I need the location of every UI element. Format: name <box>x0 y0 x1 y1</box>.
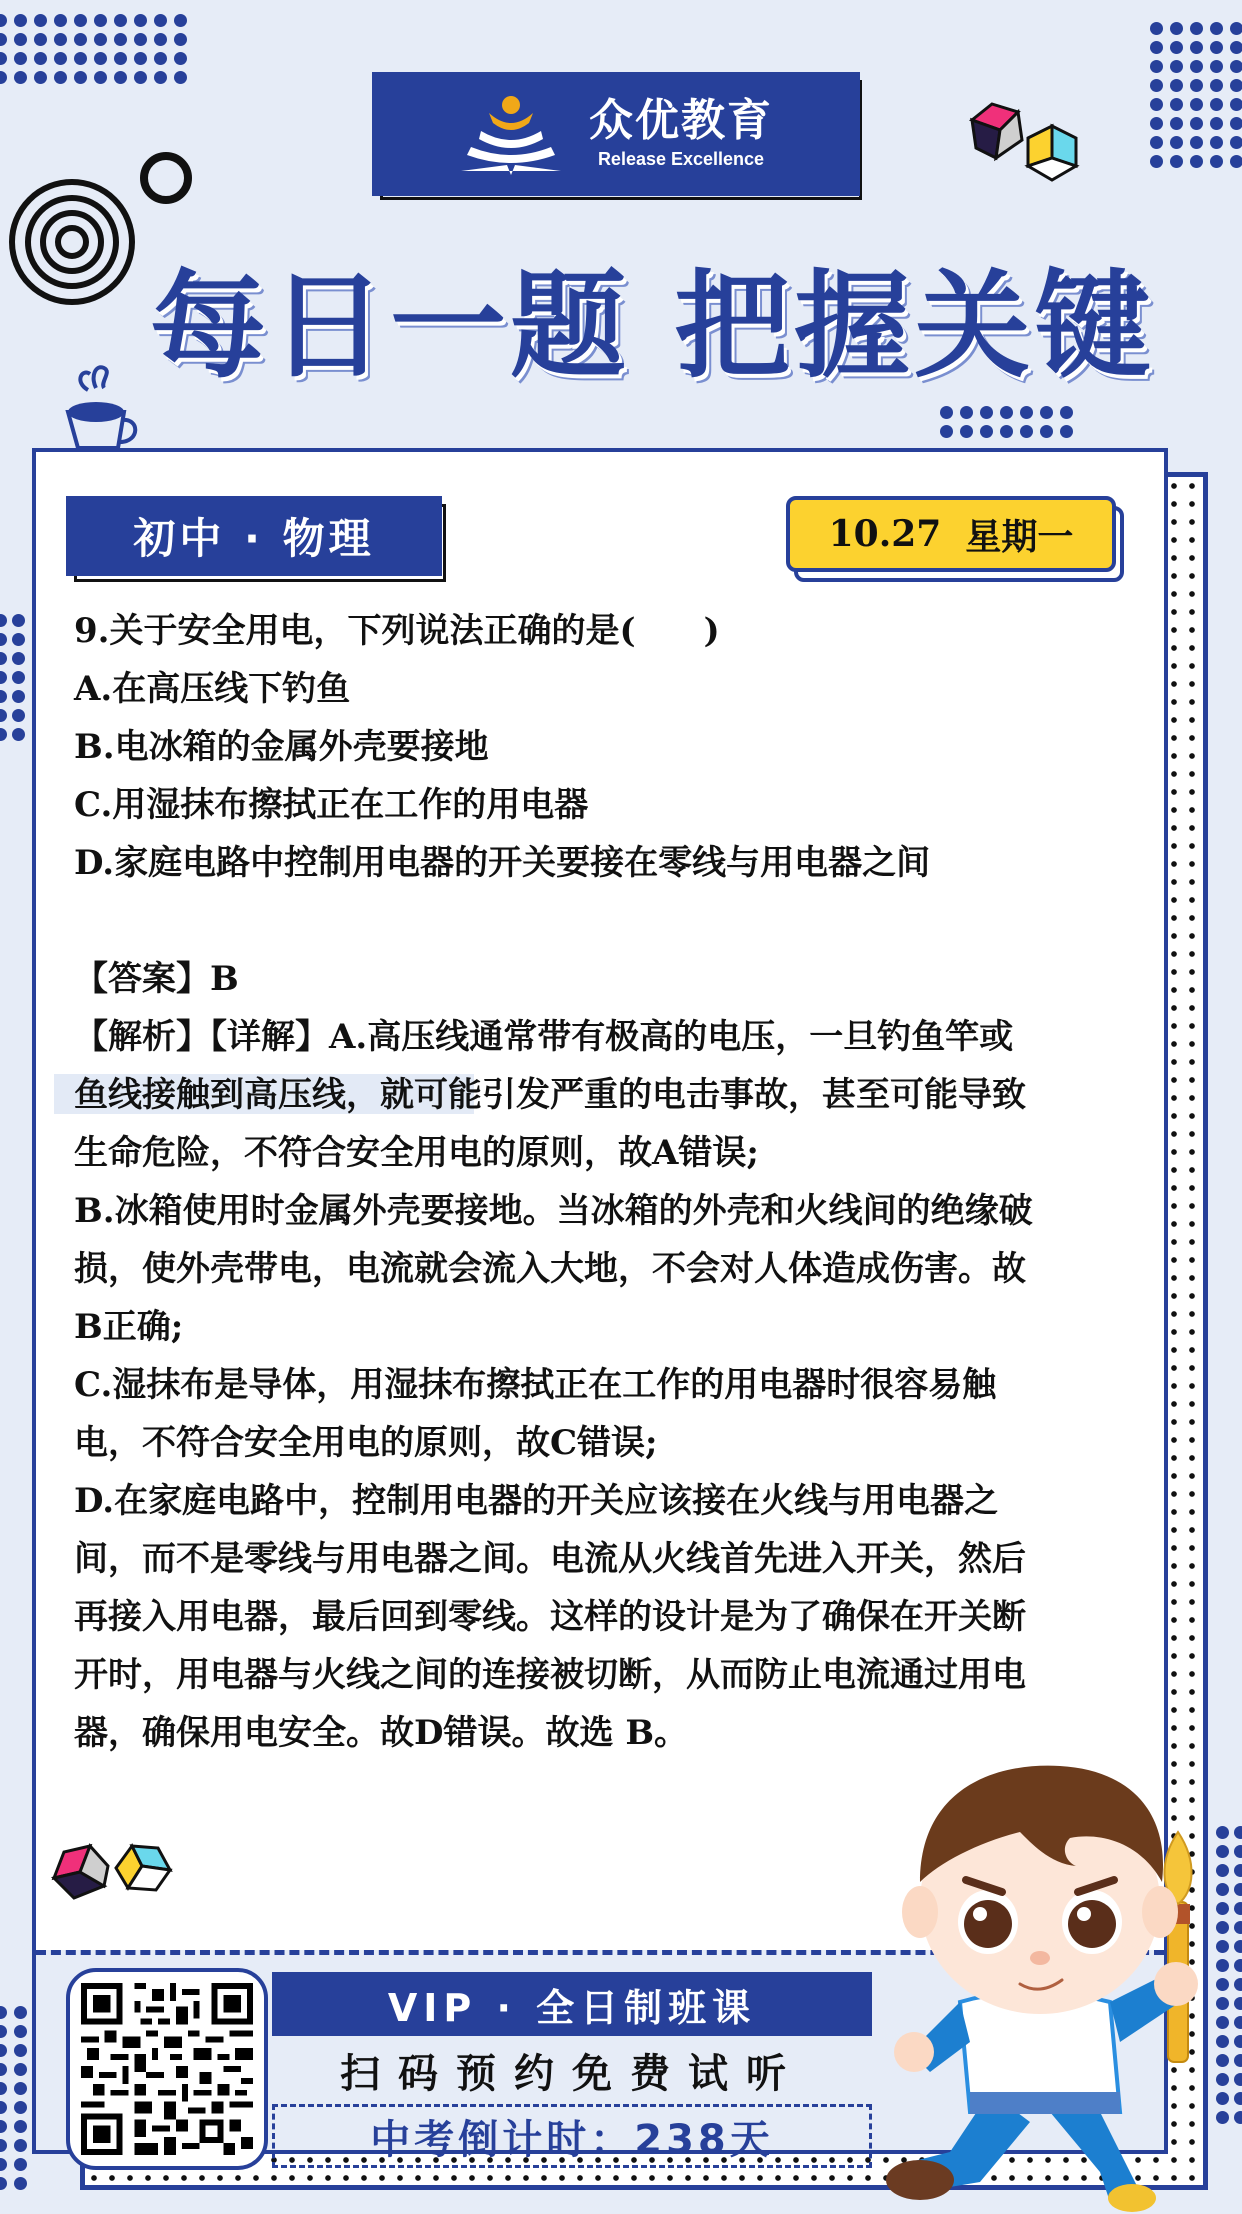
decor-dot <box>1230 41 1242 54</box>
analysis-line: 间，而不是零线与用电器之间。电流从火线首先进入开关，然后 <box>74 1539 1026 1579</box>
decor-dot <box>114 14 127 27</box>
isometric-cubes-icon <box>968 100 1088 190</box>
decor-dot <box>1234 1978 1242 1991</box>
brand-name-cn: 众优教育 <box>589 94 773 146</box>
decor-dot <box>0 652 7 665</box>
decor-dot <box>1210 98 1223 111</box>
brand-name-en: Release Excellence <box>597 148 765 169</box>
decor-dot <box>1216 1826 1229 1839</box>
decor-dot <box>174 33 187 46</box>
decor-dot <box>1210 117 1223 130</box>
decor-dot <box>94 33 107 46</box>
answer-label: 【答案】B <box>74 959 239 999</box>
qr-code-icon <box>81 1983 253 2155</box>
decor-dot <box>14 2006 27 2019</box>
decor-dots-left-mid <box>0 614 30 741</box>
decor-dot <box>74 52 87 65</box>
decor-dot <box>1150 79 1163 92</box>
decor-dot <box>114 33 127 46</box>
decor-dot <box>1216 1845 1229 1858</box>
decor-dot <box>14 2063 27 2076</box>
decor-dot <box>0 52 7 65</box>
decor-dot <box>1230 22 1242 35</box>
decor-dot <box>0 709 7 722</box>
decor-dot <box>0 14 7 27</box>
decor-dot <box>94 71 107 84</box>
decor-dot <box>1020 406 1033 419</box>
decor-dot <box>14 52 27 65</box>
decor-dot <box>1234 2054 1242 2067</box>
analysis-line: 【解析】【详解】A.高压线通常带有极高的电压，一旦钓鱼竿或 <box>74 1017 1014 1057</box>
page-headline: 每日一题 把握关键 <box>150 259 1155 394</box>
analysis-line: 电，不符合安全用电的原则，故C错误; <box>74 1423 658 1463</box>
analysis-line: 开时，用电器与火线之间的连接被切断，从而防止电流通过用电 <box>74 1655 1026 1695</box>
decor-dot <box>1190 22 1203 35</box>
decor-dot <box>0 33 7 46</box>
decor-dot <box>54 33 67 46</box>
decor-dot <box>34 14 47 27</box>
decor-dot <box>34 33 47 46</box>
decor-dot <box>1170 136 1183 149</box>
decor-dot <box>1000 425 1013 438</box>
decor-dot <box>1150 41 1163 54</box>
decor-dot <box>1234 1959 1242 1972</box>
decor-dot <box>1216 2111 1229 2124</box>
decor-dot <box>1190 98 1203 111</box>
analysis-block <box>74 1008 1134 1762</box>
decor-dot <box>14 2158 27 2171</box>
decor-dot <box>34 52 47 65</box>
decor-dot <box>1170 98 1183 111</box>
decor-dot <box>1190 117 1203 130</box>
decor-dot <box>94 52 107 65</box>
decor-dot <box>0 71 7 84</box>
decor-dot <box>1216 1978 1229 1991</box>
decor-dot <box>1230 136 1242 149</box>
decor-dot <box>0 2006 7 2019</box>
decor-dot <box>1216 1997 1229 2010</box>
decor-dots-under-title <box>940 406 1080 438</box>
decor-dot <box>114 71 127 84</box>
decor-dot <box>0 728 7 741</box>
analysis-line: 生命危险，不符合安全用电的原则，故A错误; <box>74 1133 759 1173</box>
decor-dot <box>1216 2054 1229 2067</box>
decor-dot <box>1210 136 1223 149</box>
decor-dot <box>74 71 87 84</box>
decor-dot <box>54 14 67 27</box>
decor-dot <box>1234 2073 1242 2086</box>
decor-dot <box>0 2177 7 2190</box>
decor-dot <box>0 2025 7 2038</box>
decor-dot <box>1216 1883 1229 1896</box>
decor-dot <box>154 14 167 27</box>
decor-dots-left-bottom <box>0 2006 34 2190</box>
decor-dot <box>1234 1940 1242 1953</box>
decor-dot <box>1234 1826 1242 1839</box>
decor-dot <box>1040 406 1053 419</box>
decor-dot <box>12 614 25 627</box>
decor-dot <box>12 671 25 684</box>
decor-dot <box>54 52 67 65</box>
decor-dot <box>134 33 147 46</box>
decor-dot <box>1150 136 1163 149</box>
brand-logo <box>372 72 860 196</box>
decor-dot <box>0 2139 7 2152</box>
decor-dot <box>1210 155 1223 168</box>
decor-dot <box>0 633 7 646</box>
decor-dot <box>1170 60 1183 73</box>
decor-dot <box>134 71 147 84</box>
decor-dot <box>14 2082 27 2095</box>
decor-dot <box>154 71 167 84</box>
decor-dot <box>1234 1997 1242 2010</box>
question-content <box>74 602 1134 1762</box>
decor-dot <box>14 71 27 84</box>
decor-dot <box>1230 60 1242 73</box>
date-tag <box>786 496 1116 572</box>
decor-dot <box>14 2044 27 2057</box>
decor-dot <box>1216 1921 1229 1934</box>
decor-dot <box>1150 117 1163 130</box>
decor-dot <box>174 71 187 84</box>
option-d: D.家庭电路中控制用电器的开关要接在零线与用电器之间 <box>74 843 931 883</box>
decor-dot <box>14 14 27 27</box>
decor-dot <box>1040 425 1053 438</box>
book-sunrise-logo-icon <box>459 91 569 177</box>
decor-dots-right-bottom <box>1216 1826 1242 2124</box>
decor-dot <box>940 406 953 419</box>
decor-dot <box>34 71 47 84</box>
decor-dot <box>12 690 25 703</box>
decor-dot <box>1190 41 1203 54</box>
decor-dot <box>1234 2035 1242 2048</box>
analysis-line: 器，确保用电安全。故D错误。故选 B。 <box>74 1713 689 1753</box>
decor-dot <box>14 2177 27 2190</box>
decor-dot <box>1170 155 1183 168</box>
decor-dot <box>1230 98 1242 111</box>
decor-dot <box>134 52 147 65</box>
decor-dot <box>1234 1845 1242 1858</box>
decor-dot <box>1150 155 1163 168</box>
decor-dot <box>1190 79 1203 92</box>
decor-dot <box>940 425 953 438</box>
decor-dot <box>1216 1902 1229 1915</box>
decor-dot <box>1150 98 1163 111</box>
analysis-line: D.在家庭电路中，控制用电器的开关应该接在火线与用电器之 <box>74 1481 999 1521</box>
decor-dot <box>54 71 67 84</box>
decor-dot <box>1210 41 1223 54</box>
decor-dot <box>174 14 187 27</box>
vip-course-banner: VIP · 全日制班课 <box>272 1972 872 2036</box>
coffee-mug-icon <box>60 352 144 448</box>
decor-dot <box>1210 22 1223 35</box>
decor-dots-top-right <box>1150 22 1242 168</box>
decor-dot <box>960 425 973 438</box>
decor-dot <box>0 2158 7 2171</box>
decor-dot <box>0 2063 7 2076</box>
decor-dot <box>980 425 993 438</box>
decor-dot <box>0 2044 7 2057</box>
decor-dot <box>1216 2035 1229 2048</box>
decor-dot <box>1210 79 1223 92</box>
analysis-line: B正确; <box>74 1307 184 1347</box>
decor-dot <box>14 2139 27 2152</box>
decor-dot <box>1216 1940 1229 1953</box>
decor-dot <box>154 52 167 65</box>
decor-dot <box>0 2120 7 2133</box>
decor-dot <box>1190 60 1203 73</box>
decor-dot <box>1060 406 1073 419</box>
decor-dot <box>12 652 25 665</box>
decor-dot <box>14 33 27 46</box>
decor-dot <box>1234 2092 1242 2105</box>
decor-dot <box>114 52 127 65</box>
decor-dot <box>1234 2111 1242 2124</box>
boy-mascot-with-brush-icon <box>870 1752 1210 2212</box>
decor-dot <box>1234 1864 1242 1877</box>
decor-dot <box>1000 406 1013 419</box>
analysis-line: 再接入用电器，最后回到零线。这样的设计是为了确保在开关断 <box>74 1597 1026 1637</box>
decor-dot <box>0 2101 7 2114</box>
decor-dot <box>960 406 973 419</box>
decor-dot <box>0 2082 7 2095</box>
decor-dot <box>1234 1883 1242 1896</box>
decor-dot <box>12 728 25 741</box>
option-b: B.电冰箱的金属外壳要接地 <box>74 727 489 767</box>
decor-dot <box>154 33 167 46</box>
decor-dot <box>12 633 25 646</box>
decor-dot <box>0 690 7 703</box>
analysis-line: 损，使外壳带电，电流就会流入大地，不会对人体造成伤害。故 <box>74 1249 1026 1289</box>
analysis-line: B.冰箱使用时金属外壳要接地。当冰箱的外壳和火线间的绝缘破 <box>74 1191 1033 1231</box>
decor-dot <box>134 14 147 27</box>
decor-dot <box>1216 1959 1229 1972</box>
isometric-cubes-icon <box>50 1842 176 1908</box>
decor-dot <box>1170 22 1183 35</box>
decor-dot <box>1060 425 1073 438</box>
decor-dot <box>1150 60 1163 73</box>
decor-dot <box>1216 1864 1229 1877</box>
analysis-line: C.湿抹布是导体，用湿抹布擦拭正在工作的用电器时很容易触 <box>74 1365 997 1405</box>
option-c: C.用湿抹布擦拭正在工作的用电器 <box>74 785 589 825</box>
decor-dot <box>1170 41 1183 54</box>
decor-dot <box>1150 22 1163 35</box>
decor-dot <box>1020 425 1033 438</box>
decor-dot <box>0 614 7 627</box>
decor-dot <box>1190 136 1203 149</box>
decor-dot <box>980 406 993 419</box>
decor-dot <box>94 14 107 27</box>
decor-dot <box>1230 155 1242 168</box>
decor-dot <box>1234 1902 1242 1915</box>
decor-dot <box>1190 155 1203 168</box>
exam-countdown: 中考倒计时：238天 <box>272 2104 872 2168</box>
decor-dot <box>1216 2073 1229 2086</box>
decor-dot <box>1170 117 1183 130</box>
date-day: 10.27 <box>828 513 942 555</box>
decor-dot <box>1216 2016 1229 2029</box>
question-stem: 9.关于安全用电，下列说法正确的是( ) <box>74 611 720 651</box>
decor-dot <box>14 2120 27 2133</box>
decor-dot <box>1210 60 1223 73</box>
analysis-line: 鱼线接触到高压线，就可能引发严重的电击事故，甚至可能导致 <box>74 1075 1026 1115</box>
date-weekday: 星期一 <box>965 515 1074 558</box>
decor-dot <box>1170 79 1183 92</box>
decor-dots-top-left <box>0 14 194 84</box>
decor-dot <box>74 33 87 46</box>
qr-code[interactable] <box>66 1968 268 2170</box>
decor-dot <box>1234 1921 1242 1934</box>
decor-dot <box>0 671 7 684</box>
decor-dot <box>14 2025 27 2038</box>
option-a: A.在高压线下钓鱼 <box>74 669 351 709</box>
decor-dot <box>1230 117 1242 130</box>
scan-to-book-label: 扫码预约免费试听 <box>340 2050 804 2097</box>
decor-dot <box>12 709 25 722</box>
subject-tag: 初中 · 物理 <box>66 496 442 576</box>
decor-dot <box>1234 2016 1242 2029</box>
decor-dot <box>74 14 87 27</box>
decor-dot <box>174 52 187 65</box>
decor-dot <box>1216 2092 1229 2105</box>
decor-dot <box>1230 79 1242 92</box>
decor-dot <box>14 2101 27 2114</box>
